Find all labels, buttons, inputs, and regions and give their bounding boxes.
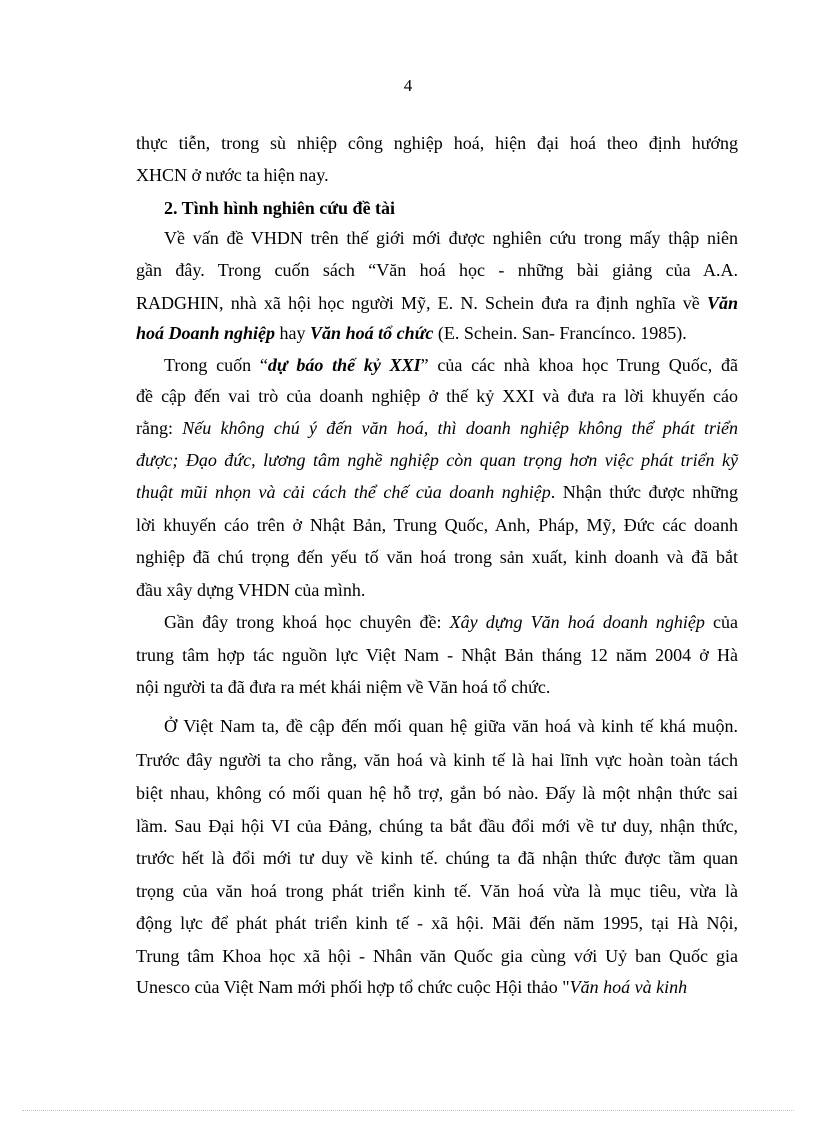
body-line: biệt nhau, không có mối quan hệ hỗ trợ, gắn bó nào. Đấy là một nhận thức sai [136,783,738,803]
text-run: . Nhận thức được những [550,482,738,502]
body-line [164,610,738,634]
text-run: Gần đây trong khoá học chuyên đề: [164,612,450,632]
page-number: 4 [403,76,413,95]
page-bottom-divider [22,1110,794,1111]
italic-text: thuật mũi nhọn và cải cách thể chế của doanh nghiệp [136,482,551,502]
emphasis-text: Văn [706,293,739,313]
body-line: Về vấn đề VHDN trên thế giới mới được nghiên cứu trong mấy thập niên [164,228,738,248]
body-line: lầm. Sau Đại hội VI của Đảng, chúng ta bắt đầu đổi mới về tư duy, nhận thức, [136,816,738,836]
body-line [136,975,738,999]
body-line: Trung tâm Khoa học xã hội - Nhân văn Quốc gia cùng với Uỷ ban Quốc gia [136,946,738,966]
emphasis-text: Văn hoá tổ chức [310,323,434,343]
body-line: gần đây. Trong cuốn sách “Văn hoá học - những bài giảng của A.A. [136,260,738,280]
text-run: Unesco của Việt Nam mới phối hợp tổ chức cuộc Hội thảo " [136,977,570,997]
body-line [136,480,738,504]
emphasis-text: dự báo thế kỷ XXI [267,355,421,375]
body-line [136,321,738,345]
text-run: hay [275,323,311,343]
text-run: Trong cuốn “ [164,355,268,375]
body-line: thực tiễn, trong sù nhiệp công nghiệp hoá, hiện đại hoá theo định hướng [136,133,738,153]
text-run: rằng: [136,418,183,438]
italic-text: Xây dựng Văn hoá doanh nghiệp [449,612,705,632]
body-line: được; Đạo đức, lương tâm nghề nghiệp còn quan trọng hơn việc phát triển kỹ [136,450,738,470]
body-line: trước hết là đổi mới tư duy về kinh tế. chúng ta đã nhận thức được tầm quan [136,848,738,868]
body-line: trọng của văn hoá trong phát triển kinh tế. Văn hoá vừa là mục tiêu, vừa là [136,881,738,901]
body-line [136,291,738,315]
body-line: Ở Việt Nam ta, đề cập đến mối quan hệ giữa văn hoá và kinh tế khá muộn. [164,716,738,736]
body-line: lời khuyến cáo trên ở Nhật Bản, Trung Quốc, Anh, Pháp, Mỹ, Đức các doanh [136,515,738,535]
body-line: XHCN ở nước ta hiện nay. [136,165,329,185]
body-line: nghiệp đã chú trọng đến yếu tố văn hoá trong sản xuất, kinh doanh và đã bắt [136,547,738,567]
text-run: (E. Schein. San- Francínco. 1985). [433,323,687,343]
body-line [136,416,738,440]
section-heading: 2. Tình hình nghiên cứu đề tài [164,198,396,218]
body-line: Trước đây người ta cho rằng, văn hoá và kinh tế là hai lĩnh vực hoàn toàn tách [136,750,738,770]
italic-text: Văn hoá và kinh [569,977,688,997]
body-line: đề cập đến vai trò của doanh nghiệp ở thế kỷ XXI và đưa ra lời khuyến cáo [136,386,738,406]
body-line [164,353,738,377]
emphasis-text: hoá Doanh nghiệp [136,323,276,343]
text-run: ” của các nhà khoa học Trung Quốc, đã [420,355,738,375]
text-run: của [704,612,739,632]
text-run: RADGHIN, nhà xã hội học người Mỹ, E. N. Schein đưa ra định nghĩa về [136,293,700,313]
italic-text: Nếu không chú ý đến văn hoá, thì doanh nghiệp không thể phát triển [182,418,738,438]
body-line: động lực để phát phát triển kinh tế - xã hội. Mãi đến năm 1995, tại Hà Nội, [136,913,738,933]
body-line: trung tâm hợp tác nguồn lực Việt Nam - Nhật Bản tháng 12 năm 2004 ở Hà [136,645,738,665]
body-line: nội người ta đã đưa ra mét khái niệm về Văn hoá tổ chức. [136,677,551,697]
body-line: đầu xây dựng VHDN của mình. [136,580,366,600]
